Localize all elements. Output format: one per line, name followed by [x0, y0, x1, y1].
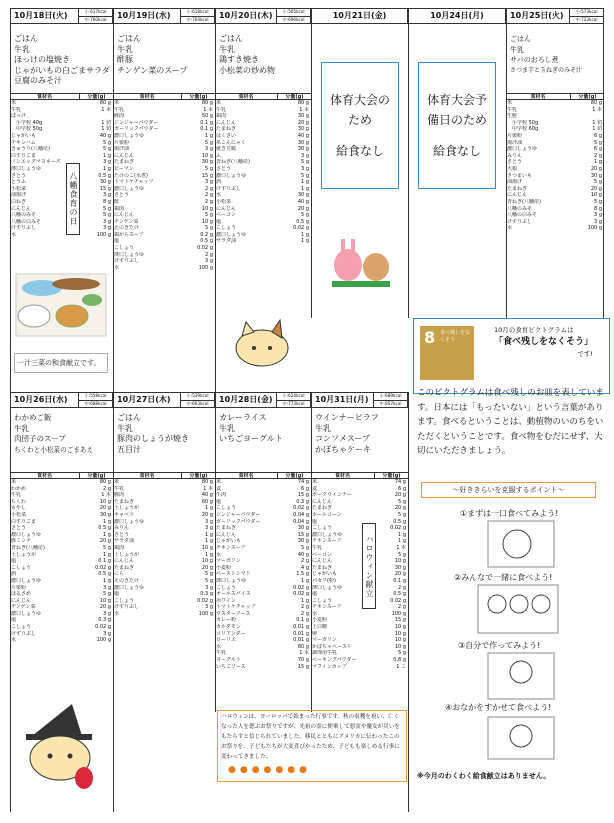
- ingredient-row: 牛乳 1 本: [312, 544, 406, 551]
- ingredient-row: 麦 6 g: [216, 485, 309, 492]
- ingredient-row: にんじん 10 g: [114, 152, 213, 159]
- witch-mascot: [22, 700, 104, 792]
- ingredient-row: さとう 0.5 g: [11, 172, 111, 179]
- ingredient-row: 濃口しょうゆ 3 g: [114, 584, 213, 591]
- ingredient-row: 濃口しょうゆ 1 g: [114, 132, 213, 139]
- ingredient-row: 青ねぎ(八幡産) 5 g: [507, 198, 602, 205]
- ingredient-row: カレー粉 0.1 g: [216, 617, 309, 624]
- ingredient-table: [10, 93, 113, 238]
- grid-line: [311, 8, 312, 318]
- ingredient-row: 塩 0.1 g: [11, 558, 111, 565]
- ingredient-row: 揚げ油 5 g: [507, 139, 602, 146]
- ingredient-row: 酢 2 g: [114, 198, 213, 205]
- ingredient-row: たまねぎ 20 g: [312, 505, 406, 512]
- ingredient-row: チンゲン菜 10 g: [114, 218, 213, 225]
- ingredient-header: 食材名 分量(g): [215, 93, 311, 100]
- ingredient-row: にんじん 20 g: [216, 119, 309, 126]
- ingredient-row: さとう 2 g: [114, 192, 213, 199]
- ingredient-row: 白すりごま 1 g: [11, 152, 111, 159]
- ingredient-row: チキンハム 5 g: [11, 139, 111, 146]
- tip-illustration: [487, 716, 555, 760]
- ingredient-row: 小松菜 40 g: [216, 198, 309, 205]
- ingredient-row: きゅうり(八幡産) 5 g: [11, 146, 111, 153]
- no-lunch-box: 体育大会のため 給食なし: [321, 62, 399, 189]
- ingredient-row: さとう 3 g: [216, 165, 309, 172]
- ingredient-row: 牛乳 1 本: [11, 106, 111, 113]
- ingredient-row: ジンジャーパウダー 0.1 g: [114, 119, 213, 126]
- ingredient-row: 卵 10 g: [312, 630, 406, 637]
- ingredient-row: ノンエッグマヨネーズ 3 g: [11, 159, 111, 166]
- ingredient-row: 揚げ油 3 g: [114, 146, 213, 153]
- ingredient-row: けずりぶし 3 g: [114, 258, 213, 265]
- tips-title: 〜好ききらいを克服するポイント〜: [421, 482, 596, 498]
- ingredient-row: 牛乳 1 本: [114, 485, 213, 492]
- menu-list: わかめご飯 牛乳 肉団子のスープ ちくわと小松菜のごまあえ: [14, 413, 94, 454]
- ingredient-row: 米 74 g: [216, 479, 309, 485]
- ingredient-row: 米 74 g: [312, 479, 406, 485]
- menu-list: ごはん 牛乳 サバのおろし煮 さつま芋と玉ねぎのみそ汁: [510, 35, 583, 74]
- ingredient-row: こしょう 0.02 g: [216, 584, 309, 591]
- footer-note: ※今月のわくわく給食献立はありません。: [417, 772, 551, 780]
- ingredient-row: 片栗粉 5 g: [114, 139, 213, 146]
- grid-line: [408, 8, 409, 318]
- ingredient-row: 中学校 60g 1 切: [512, 126, 602, 133]
- ingredient-row: キャベツ 20 g: [114, 511, 213, 518]
- ingredient-row: えのきたけ 5 g: [114, 577, 213, 584]
- picto-title: 10月の食育ピクトグラムは 「食べ残しをなくそう」 です!: [494, 326, 594, 358]
- ingredient-row: けずりぶし 3 g: [114, 604, 213, 611]
- ingredient-row: 八幡の白みそ 3 g: [11, 218, 111, 225]
- ingredient-row: にんじん 10 g: [312, 558, 406, 565]
- ingredient-row: 小学校 50g 1 切: [512, 119, 602, 126]
- ingredient-row: オールスパイス 0.02 g: [216, 591, 309, 598]
- ingredient-header: 食材名 分量(g): [506, 93, 604, 100]
- ingredient-row: 米 80 g: [216, 100, 309, 106]
- ingredient-row: 塩 0.5 g: [216, 218, 309, 225]
- ingredient-row: にら 5 g: [114, 571, 213, 578]
- ingredient-row: たまねぎ 30 g: [312, 564, 406, 571]
- ingredient-row: はくさい 40 g: [216, 132, 309, 139]
- ingredient-row: にんじん 5 g: [312, 498, 406, 505]
- ingredient-row: 水 100 g: [312, 610, 406, 617]
- ingredient-row: 鶏肉 30 g: [216, 113, 309, 120]
- tip-illustration: [487, 520, 555, 568]
- ingredient-row: にんじん 15 g: [216, 531, 309, 538]
- ingredient-row: 豚肉 40 g: [114, 492, 213, 499]
- ingredient-row: 濃口しょうゆ 6 g: [507, 146, 602, 153]
- ingredient-row: ベーコン 5 g: [216, 212, 309, 219]
- ingredient-row: ボークウインナー 20 g: [312, 492, 406, 499]
- ingredient-row: けずりぶし 3 g: [11, 225, 111, 232]
- ingredient-row: パセリ(粉) 0.1 g: [312, 577, 406, 584]
- ingredient-row: 米 80 g: [507, 100, 602, 106]
- ingredient-row: マフィンカップ 1 こ: [312, 663, 406, 670]
- ingredient-row: 濃口しょうゆ 3 g: [11, 610, 111, 617]
- ingredient-row: 小松菜 30 g: [11, 511, 111, 518]
- ingredient-row: けずりぶし 1 g: [216, 185, 309, 192]
- ingredient-row: にんじん 10 g: [114, 558, 213, 565]
- shokuiku-tag: 八幡食育の日: [66, 163, 80, 235]
- ingredient-row: 米 80 g: [114, 100, 213, 106]
- sdg-icon: 8 食べ残しをなくそう: [420, 326, 474, 380]
- ingredient-row: 水 100 g: [114, 610, 213, 617]
- ingredient-row: 八幡のみそ 5 g: [11, 212, 111, 219]
- ingredient-table: [215, 93, 311, 245]
- ingredient-header: 食材名 分量(g): [10, 93, 113, 100]
- ingredient-header: 食材名 分量(g): [113, 472, 215, 479]
- ingredient-row: カルダモン 0.01 g: [216, 624, 309, 631]
- ingredient-row: 油揚げ 3 g: [11, 192, 111, 199]
- ingredient-row: 牛乳 1 本: [216, 106, 309, 113]
- ingredient-row: たまねぎ 20 g: [114, 564, 213, 571]
- ingredient-row: 酒 1 g: [216, 179, 309, 186]
- ingredient-row: マーガリン 10 g: [312, 637, 406, 644]
- ingredient-row: 大根 20 g: [507, 165, 602, 172]
- ingredient-row: ベーストトマト 1.5 g: [216, 571, 309, 578]
- ingredient-row: 豚肉 50 g: [114, 113, 213, 120]
- ingredient-row: 鶏肉 10 g: [114, 205, 213, 212]
- ingredient-row: にんじん 20 g: [216, 205, 309, 212]
- ingredient-row: 牛肉 15 g: [216, 492, 309, 499]
- day-header: 10月20日(木) 小:565kcal 中:696kcal: [215, 8, 311, 24]
- ingredient-row: にんじん 5 g: [114, 212, 213, 219]
- ingredient-row: にんじん 5 g: [11, 205, 111, 212]
- ingredient-row: ほっけ: [11, 113, 27, 120]
- ingredient-row: ふ 3 g: [216, 152, 309, 159]
- ingredient-row: 片栗粉 6 g: [507, 132, 602, 139]
- ingredient-row: こしょう 0.02 g: [114, 597, 213, 604]
- ingredient-header: 食材名 分量(g): [215, 472, 311, 479]
- ingredient-row: 青ねぎ(八幡産) 5 g: [216, 159, 309, 166]
- day-header: 10月25日(火) 小:573kcal 中:723kcal: [506, 8, 604, 24]
- ingredient-row: にんじん 10 g: [11, 597, 111, 604]
- ingredient-row: かぼちゃペースト 10 g: [312, 643, 406, 650]
- ingredient-row: 小麦粉 4 g: [216, 564, 309, 571]
- ingredient-row: 牛乳 1 本: [507, 106, 602, 113]
- ingredient-row: えのきたけ 5 g: [114, 225, 213, 232]
- ingredient-row: たまねぎ 30 g: [216, 126, 309, 133]
- ingredient-row: 酒 0.5 g: [11, 571, 111, 578]
- ingredient-row: 塩 0.5 g: [312, 591, 406, 598]
- ingredient-row: 糸こんにゃく 30 g: [216, 139, 309, 146]
- ichiju-note: 一汁三菜の和食献立です。: [14, 353, 108, 373]
- ingredient-row: たまねぎ 30 g: [114, 159, 213, 166]
- tip: ④おなかをすかせて食べよう!: [445, 703, 552, 712]
- ingredient-row: わかめ 2 g: [11, 485, 111, 492]
- ingredient-row: さとう 1 g: [114, 531, 213, 538]
- ingredient-row: もやし 20 g: [11, 505, 111, 512]
- pumpkin-row: ●●●●●●●: [228, 765, 311, 775]
- ingredient-row: 水 30 g: [216, 192, 309, 199]
- ingredient-row: ウスターソース 2 g: [216, 610, 309, 617]
- ingredient-row: 土しょうが 1 g: [114, 505, 213, 512]
- tip: ③自分で作ってみよう!: [458, 641, 541, 650]
- ingredient-row: 薄口しょうゆ 1 g: [11, 165, 111, 172]
- ingredient-row: みりん 3 g: [114, 525, 213, 532]
- ingredient-row: 生鮭: [507, 113, 518, 120]
- menu-list: ウインナーピラフ 牛乳 コンソメスープ かぼちゃケーキ: [315, 413, 379, 454]
- no-lunch-box: 体育大会予備日のため 給食なし: [418, 62, 496, 189]
- sports-mascots: [326, 235, 396, 295]
- ingredient-row: ガーリックパウダー 0.04 g: [216, 518, 309, 525]
- ingredient-row: 白ねぎ 8 g: [11, 198, 111, 205]
- ingredient-row: 塩 0.5 g: [114, 238, 213, 245]
- ingredient-row: 塩 0.5 g: [312, 518, 406, 525]
- ingredient-row: 青ねぎ(八幡産) 5 g: [11, 544, 111, 551]
- ingredient-table: [215, 472, 311, 670]
- ingredient-row: 濃口しょうゆ 5 g: [216, 172, 309, 179]
- ingredient-row: こしょう 0.02 g: [11, 564, 111, 571]
- ingredient-row: じゃがいも 30 g: [216, 538, 309, 545]
- day-header: 10月27日(木) 小:539kcal 中:663kcal: [113, 392, 215, 408]
- ingredient-row: 小麦粉 15 g: [312, 617, 406, 624]
- ingredient-row: こしょう 0.02 g: [312, 525, 406, 532]
- ingredient-row: にんじん 10 g: [507, 192, 602, 199]
- ingredient-row: 八幡の白みそ 3 g: [507, 212, 602, 219]
- ingredient-row: 水 100 g: [11, 231, 111, 238]
- ingredient-row: 牛乳 1 本: [216, 650, 309, 657]
- tip-illustration: [477, 584, 559, 634]
- ingredient-row: 焼き豆腐 30 g: [216, 146, 309, 153]
- ingredient-row: 調理用牛乳 5 g: [312, 650, 406, 657]
- ingredient-table: [10, 472, 113, 644]
- grid-line: [408, 392, 409, 812]
- ingredient-row: 濃口しょうゆ 3 g: [114, 518, 213, 525]
- tip-illustration: [487, 652, 555, 700]
- ingredient-row: ベーキングパウダー 0.8 g: [312, 657, 406, 664]
- day-header: 10月26日(水) 小:558kcal 中:688kcal: [10, 392, 113, 408]
- ingredient-row: 牛乳 1 本: [114, 106, 213, 113]
- ingredient-row: 薄口しょうゆ 1 g: [216, 577, 309, 584]
- menu-list: ごはん 牛乳 豚肉のしょうが焼き 五目汁: [117, 413, 189, 454]
- cat-mascot: [232, 318, 292, 368]
- ingredient-row: ローリエ 0.01 g: [216, 637, 309, 644]
- menu-list: ごはん 牛乳 酢豚 チンゲン菜のスープ: [117, 34, 188, 75]
- day-header: 10月28日(金) 小:624kcal 中:773kcal: [215, 392, 311, 408]
- ingredient-row: サラダ油 1 g: [114, 538, 213, 545]
- ingredient-row: ピーマン 5 g: [114, 165, 213, 172]
- ingredient-row: 米 80 g: [11, 100, 111, 106]
- ingredient-header: 食材名 分量(g): [311, 472, 408, 479]
- ingredient-row: こしょう 0.02 g: [114, 245, 213, 252]
- ingredient-row: 水 100 g: [11, 637, 111, 644]
- ingredient-row: 水 40 g: [216, 551, 309, 558]
- ingredient-row: 薄口しょうゆ 2 g: [312, 584, 406, 591]
- day-header: 10月18日(火) 小:617kcal 中:760kcal: [10, 8, 113, 24]
- ingredient-row: ベーコン 5 g: [312, 551, 406, 558]
- halloween-note: ハロウィンは、ヨーロッパで始まった行事です。秋の収穫を祝い、亡くなった人を偲ぶお祭りですが、先祖の霊に便乗して悪霊や魔女が災いをもたらすと信じられていました。移民とともにアメリカに伝わったこのお祭りを、子どもたちが大変喜びかったため、子どもも楽しめる行事に変わってきました。: [217, 710, 407, 782]
- ingredient-row: 牛乳 1 本: [11, 492, 111, 499]
- ingredient-row: 薄口しょうゆ 2 g: [114, 251, 213, 258]
- ingredient-row: ジンジャーパウダー 0.04 g: [216, 511, 309, 518]
- ingredient-row: 水 80 g: [216, 643, 309, 650]
- ingredient-row: さとう 1 g: [507, 159, 602, 166]
- ingredient-row: 濃口しょうゆ 2 g: [114, 185, 213, 192]
- menu-list: ごはん 牛乳 鶏すき焼き 小松菜の炒め物: [219, 34, 275, 75]
- ingredient-row: マーガリン 2 g: [216, 558, 309, 565]
- ingredient-row: チキンスープ 2 g: [312, 604, 406, 611]
- ingredient-row: 土しょうが 1 g: [114, 551, 213, 558]
- ingredient-row: ちくわ 10 g: [11, 498, 111, 505]
- ingredient-row: たまねぎ 20 g: [507, 185, 602, 192]
- ingredient-row: 米 80 g: [11, 479, 111, 485]
- ingredient-row: たけのこ(水煮) 15 g: [114, 172, 213, 179]
- picto-body: このピクトグラムは食べ残しのお皿を表しています。日本には「もったいない」という言葉があります。食べるということは、動植物のいのちをいただくということです。食べ物をむだにせず、大切にいただきましょう。: [417, 388, 604, 457]
- ingredient-row: 片栗粉 3 g: [11, 584, 111, 591]
- ingredient-row: 濃口しょうゆ 1 g: [312, 531, 406, 538]
- day-header: 10月19日(水) 小:618kcal 中:764kcal: [113, 8, 215, 24]
- day-header: 10月21日(金): [311, 8, 408, 24]
- ingredient-row: チンゲン菜 20 g: [11, 604, 111, 611]
- ingredient-row: こしょう 0.02 g: [216, 225, 309, 232]
- day-header: 10月24日(月): [408, 8, 506, 24]
- halloween-tag: ハロウィン献立: [362, 523, 376, 609]
- ingredient-row: 濃口しょうゆ 1 g: [11, 577, 111, 584]
- ingredient-row: ヨーグルト 70 g: [216, 657, 309, 664]
- ingredient-row: 中学校 50g 1 切: [16, 126, 111, 133]
- ingredient-row: みりん 2 g: [507, 152, 602, 159]
- ingredient-table: [506, 93, 604, 232]
- ingredient-row: チキンスープ 1 g: [312, 538, 406, 545]
- tip: ②みんなで一緒に食べよう!: [454, 573, 553, 582]
- menu-list: ごはん 牛乳 ほっけの塩焼き じゃがいもの白ごまサラダ 豆腐のみそ汁: [14, 34, 110, 85]
- ingredient-row: サラダ油 1 g: [216, 238, 309, 245]
- ingredient-row: 赤ワイン 1 g: [216, 597, 309, 604]
- ingredient-row: 濃口しょうゆ 1 g: [11, 531, 111, 538]
- ingredient-row: じゃがいも 40 g: [11, 132, 111, 139]
- ingredient-row: たまねぎ 30 g: [216, 525, 309, 532]
- ingredient-row: さとう 0.5 g: [11, 525, 111, 532]
- ingredient-row: じゃがいも 20 g: [312, 571, 406, 578]
- ingredient-row: けずりぶし 3 g: [507, 218, 602, 225]
- ingredient-row: はるさめ 5 g: [11, 591, 111, 598]
- ingredient-row: ホールコーン 5 g: [312, 511, 406, 518]
- ingredient-row: 小松菜 15 g: [11, 185, 111, 192]
- ingredient-row: 土しょうが 1 g: [11, 551, 111, 558]
- ingredient-row: トマトケチャップ 3 g: [114, 179, 213, 186]
- ingredient-row: とうふ 30 g: [11, 179, 111, 186]
- ingredient-row: 米 80 g: [114, 479, 213, 485]
- ingredient-row: たまねぎ 60 g: [114, 498, 213, 505]
- ingredient-row: チキンスープ 5 g: [216, 544, 309, 551]
- ingredient-row: 水 100 g: [507, 225, 602, 232]
- ingredient-header: 食材名 分量(g): [113, 93, 215, 100]
- ingredient-row: 水 100 g: [114, 264, 213, 271]
- ingredient-row: コリアンダー 0.01 g: [216, 630, 309, 637]
- ingredient-row: 鶏肉 10 g: [114, 544, 213, 551]
- washoku-illustration: [14, 272, 108, 338]
- ingredient-row: ガーリックパウダー 0.1 g: [114, 126, 213, 133]
- tip: ①まずは一口食べてみよう!: [460, 509, 559, 518]
- ingredient-row: 塩 0.3 g: [11, 617, 111, 624]
- ingredient-row: けずりぶし 3 g: [11, 630, 111, 637]
- ingredient-row: こしょう 0.02 g: [216, 505, 309, 512]
- ingredient-header: 食材名 分量(g): [10, 472, 113, 479]
- day-header: 10月31日(月) 小:689kcal 中:857kcal: [311, 392, 408, 408]
- ingredient-table: [113, 93, 215, 271]
- ingredient-row: いちごソース 15 g: [216, 663, 309, 670]
- ingredient-row: 濃口しょうゆ 1 g: [216, 231, 309, 238]
- ingredient-row: 麦 6 g: [312, 485, 406, 492]
- ingredient-row: こしょう 0.02 g: [11, 624, 111, 631]
- ingredient-row: 小学校 40g 1 切: [16, 119, 111, 126]
- ingredient-row: こしょう 0.02 g: [312, 597, 406, 604]
- ingredient-table: [113, 472, 215, 617]
- ingredient-row: 豚ミンチ 20 g: [11, 538, 111, 545]
- menu-list: カレーライス 牛乳 いちごヨーグルト: [219, 413, 283, 443]
- ingredient-row: 白すりごま 1 g: [11, 518, 111, 525]
- ingredient-row: 油揚げ 5 g: [507, 179, 602, 186]
- ingredient-row: 塩 0.3 g: [114, 591, 213, 598]
- ingredient-row: さつまいも 30 g: [507, 172, 602, 179]
- ingredient-table: [311, 472, 408, 670]
- ingredient-row: 塩 0.3 g: [216, 498, 309, 505]
- ingredient-row: 鶏がらスープ 0.2 g: [114, 231, 213, 238]
- ingredient-row: 上白糖 10 g: [312, 624, 406, 631]
- ingredient-row: 八幡のみそ 8 g: [507, 205, 602, 212]
- ingredient-row: トマトケチャップ 2 g: [216, 604, 309, 611]
